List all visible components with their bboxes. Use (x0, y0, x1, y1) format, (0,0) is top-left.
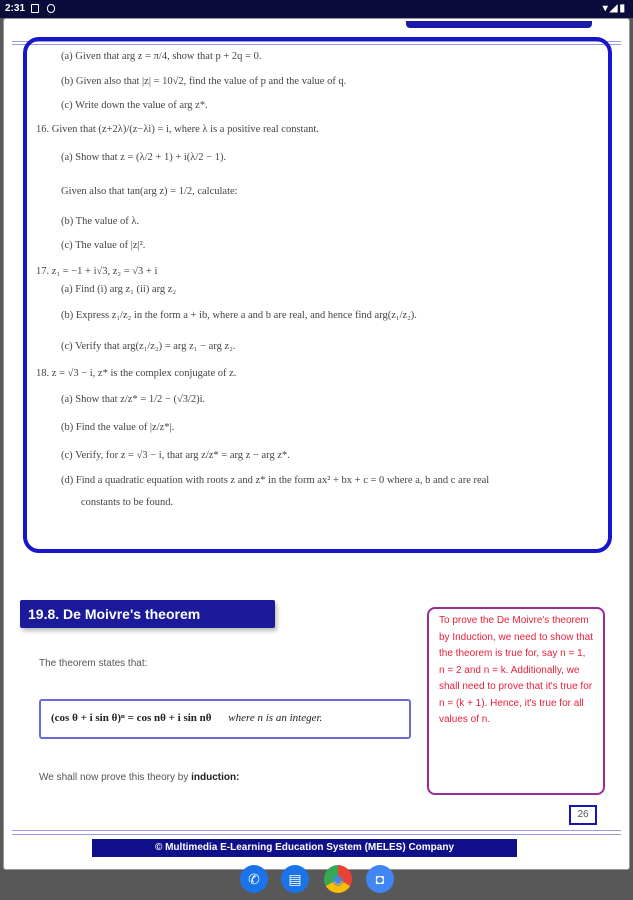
question-line: (b) Express z₁/z₂ in the form a + ib, where a and b are real, and hence find arg(z₁/z₂). (61, 310, 417, 321)
chrome-icon[interactable]: ◉ (324, 865, 352, 893)
formula-note: where n is an integer. (228, 712, 323, 724)
proof-bold: induction: (191, 772, 240, 783)
camera-icon[interactable]: ◘ (366, 865, 394, 893)
question-line: 16. Given that (z+2λ)/(z−λi) = i, where λ is a positive real constant. (36, 124, 319, 135)
question-line: (a) Find (i) arg z₁ (ii) arg z₂ (61, 284, 177, 295)
question-line: (c) Verify that arg(z₁/z₂) = arg z₁ − arg z₂. (61, 341, 236, 352)
question-line: Given also that tan(arg z) = 1/2, calculate: (61, 186, 238, 197)
proof-intro (39, 772, 239, 783)
section-title: 19.8. De Moivre's theorem (20, 600, 275, 628)
proof-text: We shall now prove this theory by (39, 772, 192, 783)
previous-page-footer (406, 21, 592, 28)
wifi-signal-battery-icons: ▾◢▮ (602, 3, 627, 14)
question-line: (c) Verify, for z = √3 − i, that arg z/z* = arg z − arg z*. (61, 450, 290, 461)
question-line: (a) Given that arg z = π/4, show that p + 2q = 0. (61, 51, 262, 62)
page-number: 26 (569, 805, 597, 825)
question-line: (a) Show that z/z* = 1/2 − (√3/2)i. (61, 394, 206, 405)
document-page[interactable] (3, 18, 630, 870)
notification-icon-2 (47, 4, 55, 13)
status-bar (0, 0, 633, 18)
formula-text: (cos θ + i sin θ)ⁿ = cos nθ + i sin nθ (51, 712, 212, 724)
question-line: 17. z₁ = −1 + i√3, z₂ = √3 + i (36, 266, 158, 277)
question-line: (b) Find the value of |z/z*|. (61, 422, 175, 433)
question-line: (c) Write down the value of arg z*. (61, 100, 208, 111)
question-line: (d) Find a quadratic equation with roots z and z* in the form ax² + bx + c = 0 where a, b and c are real (61, 475, 490, 486)
induction-note: To prove the De Moivre's theorem by Induction, we need to show that the theorem is true for, say n = 1, n = 2 and n = k. Additionally, we shall need to prove that it's true for n = (k + 1). Hence, it's true for all values of n. (427, 607, 605, 795)
divider (12, 834, 621, 835)
de-moivre-formula (39, 699, 411, 739)
status-time: 2:31 (5, 3, 26, 14)
divider (12, 830, 621, 831)
phone-icon[interactable]: ✆ (240, 865, 268, 893)
question-line: (b) The value of λ. (61, 216, 140, 227)
messages-icon[interactable]: ▤ (281, 865, 309, 893)
question-line: (b) Given also that |z| = 10√2, find the value of p and the value of q. (61, 76, 347, 87)
question-line: (a) Show that z = (λ/2 + 1) + i(λ/2 − 1). (61, 152, 227, 163)
question-line: (c) The value of |z|². (61, 240, 146, 251)
theorem-intro: The theorem states that: (39, 658, 148, 669)
question-line: constants to be found. (81, 497, 174, 508)
notification-icon (31, 4, 39, 13)
footer-copyright: © Multimedia E-Learning Education System (MELES) Company (92, 839, 517, 857)
question-line: 18. z = √3 − i, z* is the complex conjugate of z. (36, 368, 237, 379)
